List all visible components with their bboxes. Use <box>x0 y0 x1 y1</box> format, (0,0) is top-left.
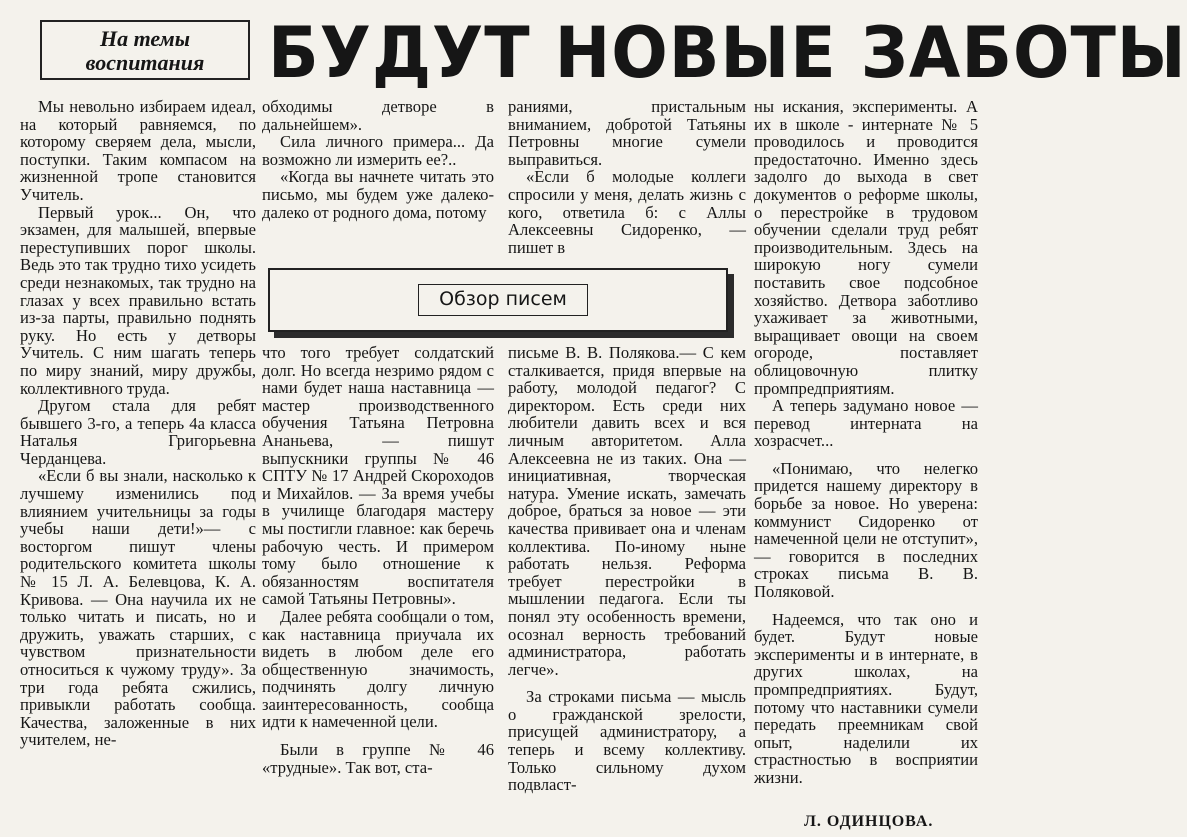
paragraph: Были в группе № 46 «трудные». Так вот, ста- <box>262 740 494 777</box>
paragraph: ны искания, эксперименты. А их в школе - интернате № 5 проводилось и проводится предостаточно. Именно здесь задолго до выхода в свет документов о реформе школы, о перестройке в трудовом обучении сделали труд ребят производительным. Здесь на широкую ногу сумели поставить свое подсобное хозяйство. Детвора заботливо ухаживает за животными, выращивает овощи на своем огороде, поставляет облицовочную плитку промпредприятиям. <box>754 97 978 398</box>
paragraph: Мы невольно избираем идеал, на который равняемся, по которому сверяем дела, мысли, поступки. Таким компасом на жизненной тропе становится Учитель. <box>20 97 256 204</box>
paragraph: А теперь задумано новое — перевод интерната на хозрасчет... <box>754 396 978 451</box>
paragraph: «Понимаю, что нелегко придется нашему директору в борьбе за новое. Но уверена: коммунист Сидоренко от намеченной цели не отступит», — говорится в последних строках письма В. В. Поляковой. <box>754 458 978 602</box>
paragraph: «Если б молодые коллеги спросили у меня, делать жизнь с кого, ответила б: с Аллы Алексеевны Сидоренко, — пишет в <box>508 167 746 257</box>
column-2-bottom <box>262 344 494 837</box>
paragraph: «Когда вы начнете читать это письмо, мы будем уже далеко-далеко от родного дома, потому <box>262 167 494 222</box>
paragraph: За строками письма — мысль о гражданской зрелости, присущей администратору, а теперь и всему коллективу. Только сильному духом подвласт- <box>508 687 746 795</box>
article-headline: БУДУТ НОВЫЕ ЗАБОТЫ <box>268 12 1187 94</box>
paragraph: Надеемся, что так оно и будет. Будут новые эксперименты и в интернате, в других школах, на промпредприятиях. Будут, потому что наставники сумели передать преемникам свой опыт, наделили их страстностью в восприятии жизни. <box>754 609 978 787</box>
column-4 <box>754 98 978 837</box>
column-1 <box>20 98 256 837</box>
review-label-box <box>268 268 728 332</box>
paragraph: письме В. В. Полякова.— С кем сталкивается, придя впервые на работу, молодой педагог? С директором. Есть среди них любители давить всех и вся личным авторитетом. Алла Алексеевна не из таких. Она — инициативная, творческая натура. Умение искать, замечать доброе, браться за новое — эти качества прививает она и членам коллектива. По-иному ныне работать нельзя. Реформа требует перестройки в мышлении педагога. Если ты понял эту особенность времени, осознал верность требований администратора, работать легче». <box>508 343 746 679</box>
paragraph: Далее ребята сообщали о том, как наставница приучала их видеть в любом деле его общественную значимость, подчинять долгу личную заинтересованность, сообща идти к намеченной цели. <box>262 606 494 732</box>
rubric-line-1: На темы <box>100 26 190 51</box>
paragraph: что того требует солдатский долг. Но всегда незримо рядом с нами будет наша наставница — мастер производственного обучения Татьяна Петровна Ананьева, — пишут выпускники группы № 46 СПТУ № 17 Андрей Скороходов и Михайлов. — За время учебы в училище благодаря мастеру мы постигли главное: как беречь рабочую честь. И примером тому было отношение к обязанностям воспитателя самой Татьяны Петровны». <box>262 343 494 609</box>
paragraph: Сила личного примера... Да возможно ли измерить ее?.. <box>262 132 494 169</box>
column-3-bottom <box>508 344 746 837</box>
paragraph: обходимы детворе в дальнейшем». <box>262 97 494 134</box>
rubric-line-2: воспитания <box>85 50 205 75</box>
paragraph: Первый урок... Он, что экзамен, для малышей, впервые переступивших порог школы. Ведь это так трудно тихо усидеть среди незнакомых, так трудно на глазах у всех правильно встать из-за парты, правильно поднять руку. Но есть у детворы Учитель. С ним шагать теперь по миру знаний, миру дружбы, коллективного труда. <box>20 202 256 398</box>
rubric-box <box>40 20 250 80</box>
paragraph: «Если б вы знали, насколько к лучшему изменились под влиянием учительницы за годы учебы наши дети!»— с восторгом пишут члены родительского комитета школы № 15 Л. А. Белевцова, К. А. Кривова. — Она научила их не только читать и писать, но и дружить, уважать старших, с чувством признательности относиться к чужому труду». За три года ребята сжились, привыкли работать сообща. Качества, заложенные в них учителем, не- <box>20 466 256 750</box>
column-3-top <box>508 98 746 258</box>
author-signature: Л. ОДИНЦОВА. <box>804 813 934 830</box>
paragraph: раниями, пристальным вниманием, добротой Татьяны Петровны многие сумели выправиться. <box>508 97 746 169</box>
paragraph: Другом стала для ребят бывшего 3-го, а теперь 4а класса Наталья Григорьевна Черданцева. <box>20 396 256 468</box>
review-label: Обзор писем <box>418 284 588 316</box>
column-2-top <box>262 98 494 258</box>
